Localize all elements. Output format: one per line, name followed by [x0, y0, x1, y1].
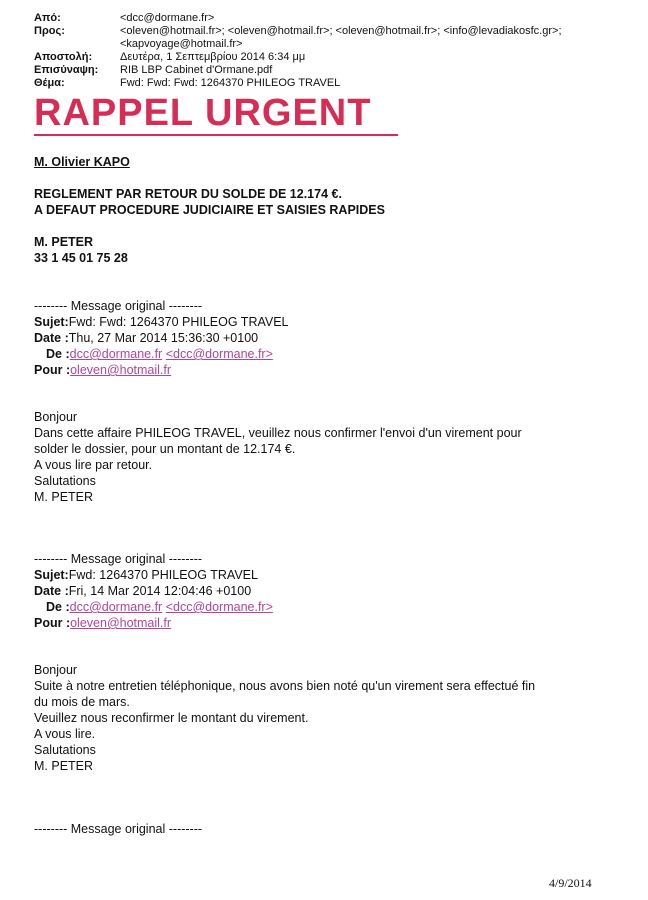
- notice-line-2: A DEFAUT PROCEDURE JUDICIAIRE ET SAISIES RAPIDES: [34, 203, 385, 217]
- message-to-label: Pour :: [34, 363, 71, 377]
- signer-name: M. PETER: [34, 235, 94, 249]
- to-value-line1: <oleven@hotmail.fr>; <oleven@hotmail.fr>; <oleven@hotmail.fr>; <info@levadiakosfc.gr>;: [120, 25, 562, 37]
- message-from-label: De :: [46, 347, 70, 361]
- subject-value: Fwd: Fwd: Fwd: 1264370 PHILEOG TRAVEL: [120, 77, 341, 89]
- recipient-name: M. Olivier KAPO: [34, 155, 130, 169]
- message-from-email-link[interactable]: dcc@dormane.fr: [69, 347, 163, 361]
- from-label: Από:: [34, 12, 61, 24]
- body-line: A vous lire.: [34, 727, 96, 741]
- rappel-urgent-banner: RAPPEL URGENT: [34, 92, 372, 134]
- header-subject-row: [34, 77, 624, 90]
- message-subject-value: Fwd: Fwd: 1264370 PHILEOG TRAVEL: [68, 315, 289, 329]
- message-1-body: [34, 409, 522, 505]
- message-from-email-link-2[interactable]: <dcc@dormane.fr>: [165, 600, 273, 614]
- attachment-label: Επισύναψη:: [34, 64, 99, 76]
- message-date-value: Fri, 14 Mar 2014 12:04:46 +0100: [68, 584, 252, 598]
- body-line: Bonjour: [34, 410, 78, 424]
- subject-label: Θέμα:: [34, 77, 65, 89]
- body-line: Veuillez nous reconfirmer le montant du virement.: [34, 711, 309, 725]
- message-2-body: [34, 662, 535, 774]
- message-date-label: Date :: [34, 331, 69, 345]
- body-line: Dans cette affaire PHILEOG TRAVEL, veuillez nous confirmer l'envoi d'un virement pour: [34, 426, 522, 440]
- attachment-value: RIB LBP Cabinet d'Ormane.pdf: [120, 64, 273, 76]
- body-line: Bonjour: [34, 663, 78, 677]
- from-value: <dcc@dormane.fr>: [120, 12, 215, 24]
- message-to-label: Pour :: [34, 616, 71, 630]
- message-date: [34, 583, 273, 599]
- header-to-row: [34, 25, 624, 51]
- body-line: Suite à notre entretien téléphonique, nous avons bien noté qu'un virement sera effectué fin: [34, 679, 536, 693]
- message-date-label: Date :: [34, 584, 69, 598]
- forwarded-message-1: [34, 298, 289, 378]
- to-value: [120, 25, 624, 51]
- signer-phone: 33 1 45 01 75 28: [34, 251, 128, 265]
- message-from: [34, 599, 273, 615]
- message-to: [34, 615, 273, 631]
- body-line: A vous lire par retour.: [34, 458, 153, 472]
- message-subject: [34, 567, 273, 583]
- message-date-value: Thu, 27 Mar 2014 15:36:30 +0100: [68, 331, 259, 345]
- body-line: Salutations: [34, 743, 96, 757]
- message-to: [34, 362, 289, 378]
- message-subject-label: Sujet:: [34, 315, 69, 329]
- message-separator: -------- Message original --------: [34, 299, 203, 313]
- message-from-label: De :: [46, 600, 70, 614]
- body-line: solder le dossier, pour un montant de 12.174 €.: [34, 442, 296, 456]
- message-separator: -------- Message original --------: [34, 552, 203, 566]
- forwarded-message-2: [34, 551, 273, 631]
- message-to-email-link[interactable]: oleven@hotmail.fr: [70, 363, 172, 377]
- header-sent-row: [34, 51, 624, 64]
- message-from-email-link-2[interactable]: <dcc@dormane.fr>: [165, 347, 273, 361]
- sent-label: Αποστολή:: [34, 51, 93, 63]
- message-from: [34, 346, 289, 362]
- body-line: M. PETER: [34, 759, 94, 773]
- message-subject-label: Sujet:: [34, 568, 69, 582]
- sent-value: Δευτέρα, 1 Σεπτεμβρίου 2014 6:34 μμ: [120, 51, 306, 63]
- message-separator: -------- Message original --------: [34, 822, 203, 836]
- to-label: Προς:: [34, 25, 65, 37]
- message-date: [34, 330, 289, 346]
- to-value-line2: <kapvoyage@hotmail.fr>: [120, 38, 243, 50]
- message-from-email-link[interactable]: dcc@dormane.fr: [69, 600, 163, 614]
- body-line: du mois de mars.: [34, 695, 130, 709]
- notice-line-1: REGLEMENT PAR RETOUR DU SOLDE DE 12.174 €.: [34, 187, 342, 201]
- banner-underline: [34, 134, 398, 136]
- message-to-email-link[interactable]: oleven@hotmail.fr: [70, 616, 172, 630]
- print-date: 4/9/2014: [549, 876, 592, 890]
- message-subject: [34, 314, 289, 330]
- email-header: [34, 12, 624, 90]
- header-from-row: [34, 12, 624, 25]
- body-line: Salutations: [34, 474, 96, 488]
- message-subject-value: Fwd: 1264370 PHILEOG TRAVEL: [68, 568, 258, 582]
- body-line: M. PETER: [34, 490, 94, 504]
- header-attachment-row: [34, 64, 624, 77]
